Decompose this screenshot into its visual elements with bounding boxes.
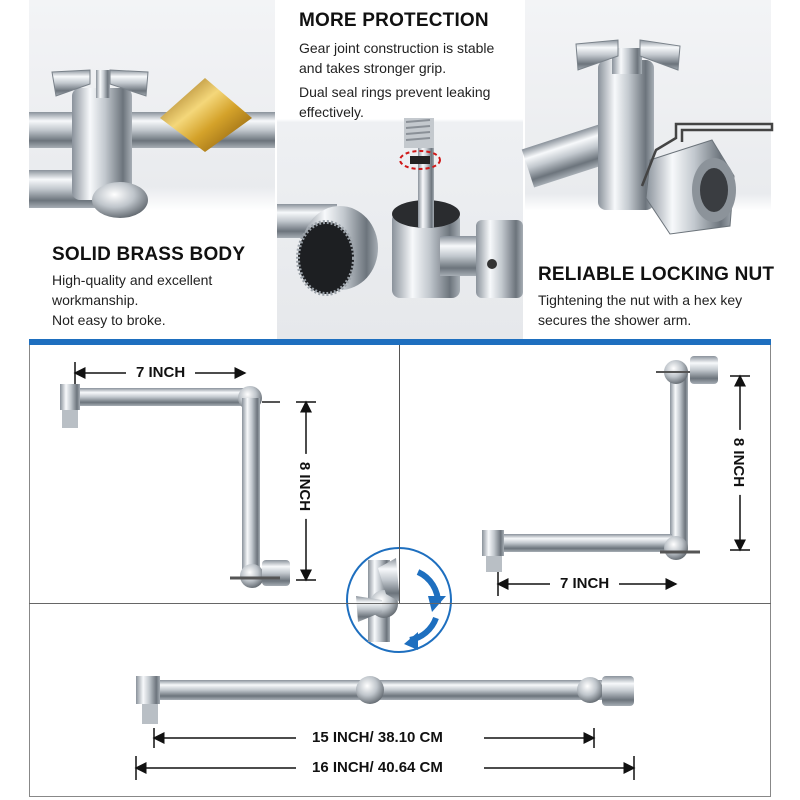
dimension-label-inner-length: 15 INCH/ 38.10 CM bbox=[312, 729, 443, 746]
feature-line: secures the shower arm. bbox=[538, 312, 692, 328]
feature-heading-locking-nut: RELIABLE LOCKING NUT bbox=[538, 264, 775, 285]
dimension-label-right-vertical: 8 INCH bbox=[730, 430, 747, 495]
feature-description-protection bbox=[299, 38, 494, 122]
feature-line: Not easy to broke. bbox=[52, 312, 166, 328]
seal-ring-illustration bbox=[277, 118, 523, 298]
feature-line: High-quality and excellent bbox=[52, 272, 213, 288]
feature-line: Tightening the nut with a hex key bbox=[538, 292, 743, 308]
feature-heading-protection: MORE PROTECTION bbox=[299, 10, 489, 31]
feature-description-locking-nut bbox=[538, 290, 742, 330]
feature-line: and takes stronger grip. bbox=[299, 60, 447, 76]
horizontal-divider bbox=[29, 603, 771, 604]
dimension-label-left-vertical: 8 INCH bbox=[296, 454, 313, 519]
feature-line: Gear joint construction is stable bbox=[299, 40, 495, 56]
feature-line: workmanship. bbox=[52, 292, 139, 308]
brass-body-illustration bbox=[29, 70, 275, 218]
dimension-label-right-horizontal: 7 INCH bbox=[550, 575, 619, 592]
dimension-label-outer-length: 16 INCH/ 40.64 CM bbox=[312, 759, 443, 776]
feature-description-brass-body bbox=[52, 270, 212, 330]
feature-heading-brass-body: SOLID BRASS BODY bbox=[52, 244, 246, 265]
dimension-label-left-horizontal: 7 INCH bbox=[126, 364, 195, 381]
feature-line: Dual seal rings prevent leaking bbox=[299, 84, 491, 100]
vertical-divider bbox=[399, 345, 400, 603]
feature-line: effectively. bbox=[299, 104, 364, 120]
locking-nut-illustration bbox=[522, 40, 772, 234]
